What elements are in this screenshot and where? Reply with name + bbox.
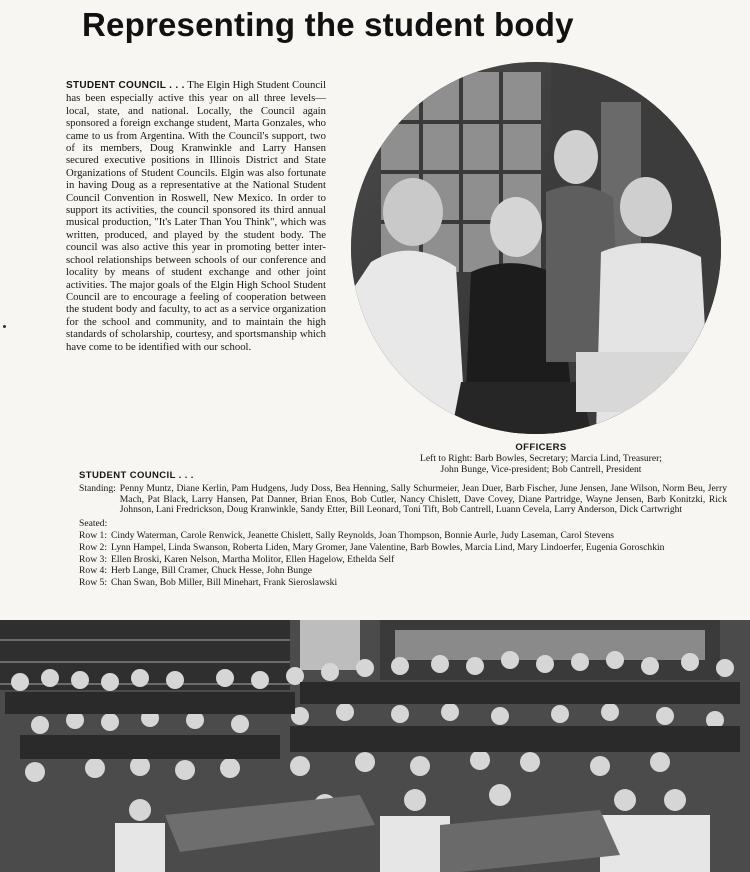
officers-photo bbox=[351, 62, 721, 434]
row-label: Row 1: bbox=[79, 529, 107, 541]
standing-label: Standing: bbox=[79, 482, 116, 494]
page-title: Representing the student body bbox=[82, 6, 574, 43]
seated-row bbox=[79, 555, 727, 566]
seated-row bbox=[79, 578, 727, 589]
seated-label: Seated: bbox=[79, 518, 108, 530]
row-names: Cindy Waterman, Carole Renwick, Jeanette Chislett, Sally Reynolds, Joan Thompson, Bonnie Aurle, Judy Laseman, Carol Stevens bbox=[111, 529, 615, 541]
margin-mark bbox=[3, 325, 6, 328]
officers-heading: OFFICERS bbox=[515, 442, 567, 453]
row-names: Chan Swan, Bob Miller, Bill Minehart, Frank Sieroslawski bbox=[111, 577, 338, 589]
intro-paragraph bbox=[66, 79, 326, 353]
row-label: Row 5: bbox=[79, 577, 107, 589]
council-roster bbox=[79, 471, 727, 589]
seated-row bbox=[79, 531, 727, 542]
council-group-photo bbox=[0, 620, 750, 872]
council-heading: STUDENT COUNCIL . . . bbox=[79, 470, 194, 481]
standing-row bbox=[79, 484, 727, 516]
intro-body: The Elgin High Student Council has been especially active this year on all three levels—local, state, and national. Locally, the Council again sponsored a foreign exchange student, Marta Gonzales, who came to us from Argentina. With the Council's support, two of its members, Doug Kranwinkle and Larry Hansen secured executive positions in Illinois District and State Organizations of Student Councils. Elgin was also fortunate in having Doug as a representative at the National Student Council Convention in Roswell, New Mexico. In order to support its activities, the council sponsored its third annual musical production, "It's Later Than You Think", which was written, produced, and played by the student body. The council was also active this year in promoting better inter-school relationships between schools of our conference and locality by means of student exchange and other joint activities. The major goals of the Elgin High School Student Council are to encourage a feeling of cooperation between the student body and faculty, to act as a service organization for the school and community, and to maintain the high standards of scholarship, courtesy, and sportsmanship which have come to be identified with our school. bbox=[66, 79, 326, 353]
row-names: Ellen Broski, Karen Nelson, Martha Molitor, Ellen Hagelow, Ethelda Self bbox=[111, 553, 395, 565]
row-names: Herb Lange, Bill Cramer, Chuck Hesse, John Bunge bbox=[111, 565, 313, 577]
row-names: Lynn Hampel, Linda Swanson, Roberta Liden, Mary Gromer, Jane Valentine, Barb Bowles, Marcia Lind, Mary Lindoerfer, Eugenia Goroschkin bbox=[111, 541, 665, 553]
seated-row bbox=[79, 543, 727, 554]
intro-lead: STUDENT COUNCIL . . . bbox=[66, 80, 185, 91]
officers-line-2: John Bunge, Vice-president; Bob Cantrell, President bbox=[440, 464, 642, 475]
row-label: Row 2: bbox=[79, 541, 107, 553]
officers-line-1: Left to Right: Barb Bowles, Secretary; Marcia Lind, Treasurer; bbox=[420, 453, 662, 464]
seated-row bbox=[79, 566, 727, 577]
standing-names: Penny Muntz, Diane Kerlin, Pam Hudgens, Judy Doss, Bea Henning, Sally Schurmeier, Jean Duer, Barb Fischer, June Jensen, Jane Wilson, Norm Beu, Jerry Mach, Pat Black, Larry Hansen, Pat Danner, Brian Enos, Bob Cutler, Nancy Chislett, Dave Covey, Diane Partridge, Wayne Jensen, Barb Konitzki, Rick Johnson, Lani Fredrickson, Doug Kranwinkle, Sandy Etter, Bill Leonard, Toni Tift, Bob Cantrell, Luann Cevela, Larry Anderson, Dick Cartwright bbox=[119, 482, 727, 516]
row-label: Row 3: bbox=[79, 553, 107, 565]
row-label: Row 4: bbox=[79, 565, 107, 577]
